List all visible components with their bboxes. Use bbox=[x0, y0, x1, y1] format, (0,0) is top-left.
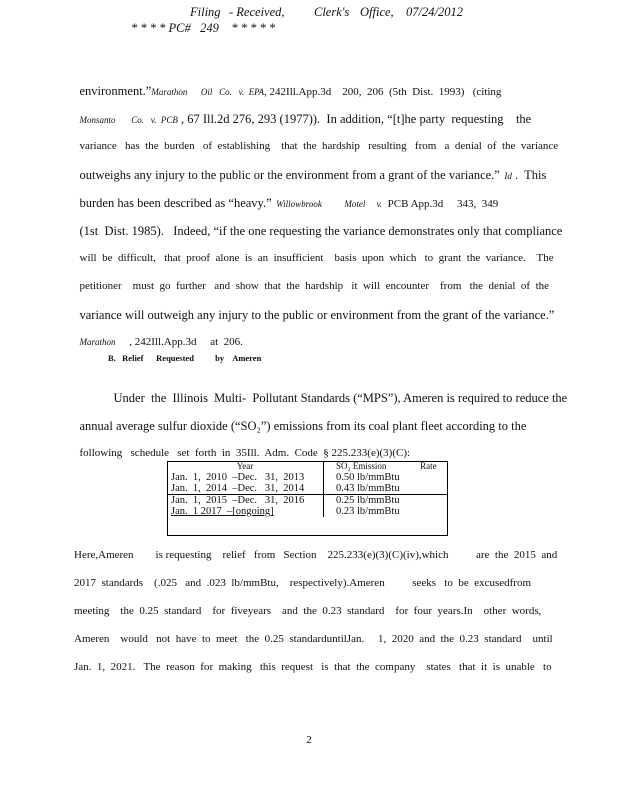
para2-line-2: annual average sulfur dioxide (“SO₂”) emissions from its coal plant fleet according to the bbox=[79, 419, 527, 433]
body-line-5: burden has been described as “heavy.” Willowbrook Motel v. PCB App.3d 343, 349 bbox=[79, 196, 499, 210]
para3-line-2: 2017 standards (.025 and .023 lb/mmBtu, respectively).Ameren seeks to be excusedfrom bbox=[74, 577, 532, 589]
body-line-4: outweighs any injury to the public or the environment from a grant of the variance.” Id . This bbox=[79, 168, 547, 182]
header-clerks: Clerk's bbox=[314, 5, 350, 19]
para3-line-3: meeting the 0.25 standard for fiveyears and the 0.23 standard for four years.In other words, bbox=[74, 605, 542, 617]
body-line-6: (1st Dist. 1985). Indeed, “if the one requesting the variance demonstrates only that compliance bbox=[79, 224, 563, 238]
table-row: Jan. 1, 2014 –Dec. 31, 2014 0.43 lb/mmBtu bbox=[167, 483, 448, 495]
para2-line-1: Under the Illinois Multi- Pollutant Standards (“MPS”), Ameren is required to reduce the bbox=[113, 391, 568, 405]
table-header-year: Year bbox=[167, 461, 324, 472]
emission-schedule-table bbox=[167, 461, 448, 517]
para3-line-1: Here,Ameren is requesting relief from Section 225.233(e)(3)(C)(iv),which are the 2015 and bbox=[74, 549, 558, 561]
body-line-10: Marathon , 242Ill.App.3d at 206. bbox=[79, 336, 243, 348]
body-line-2: Monsanto Co. v. PCB , 67 Ill.2d 276, 293 (1977)). In addition, “[t]he party requesting the bbox=[79, 112, 532, 126]
page-number: 2 bbox=[306, 734, 312, 746]
body-line-3: variance has the burden of establishing that the hardship resulting from a denial of the variance bbox=[79, 140, 559, 152]
body-line-9: variance will outweigh any injury to the public or environment from the grant of the variance.” bbox=[79, 308, 555, 322]
header-office: Office, bbox=[360, 5, 394, 19]
table-row: Jan. 1 2017 –[ongoing] 0.23 lb/mmBtu bbox=[167, 506, 448, 517]
table-row: Jan. 1, 2010 –Dec. 31, 2013 0.50 lb/mmBtu bbox=[167, 472, 448, 483]
body-line-8: petitioner must go further and show that the hardship it will encounter from the denial of the bbox=[79, 280, 550, 292]
header-date: 07/24/2012 bbox=[406, 5, 463, 19]
para3-line-4: Ameren would not have to meet the 0.25 standarduntilJan. 1, 2020 and the 0.23 standard until bbox=[74, 633, 553, 645]
body-line-7: will be difficult, that proof alone is an insufficient basis upon which to grant the variance. The bbox=[79, 252, 554, 264]
section-heading: B. Relief Requested by Ameren bbox=[108, 353, 262, 363]
header-received: - Received, bbox=[229, 5, 285, 19]
header-filing: Filing bbox=[190, 5, 221, 19]
body-line-1: environment.”Marathon Oil Co. v. EPA, 242Ill.App.3d 200, 206 (5th Dist. 1993) (citing bbox=[79, 84, 502, 98]
table-header-row bbox=[167, 461, 448, 472]
table-row: Jan. 1, 2015 –Dec. 31, 2016 0.25 lb/mmBtu bbox=[167, 495, 448, 507]
table-header-rate: SO₂ Emission Rate bbox=[336, 461, 437, 471]
header-pc-line: * * * * PC# 249 * * * * * bbox=[131, 21, 276, 35]
para3-line-5: Jan. 1, 2021. The reason for making this request is that the company states that it is unable to bbox=[74, 661, 552, 673]
para2-line-3: following schedule set forth in 35Ill. Adm. Code § 225.233(e)(3)(C): bbox=[79, 447, 411, 459]
